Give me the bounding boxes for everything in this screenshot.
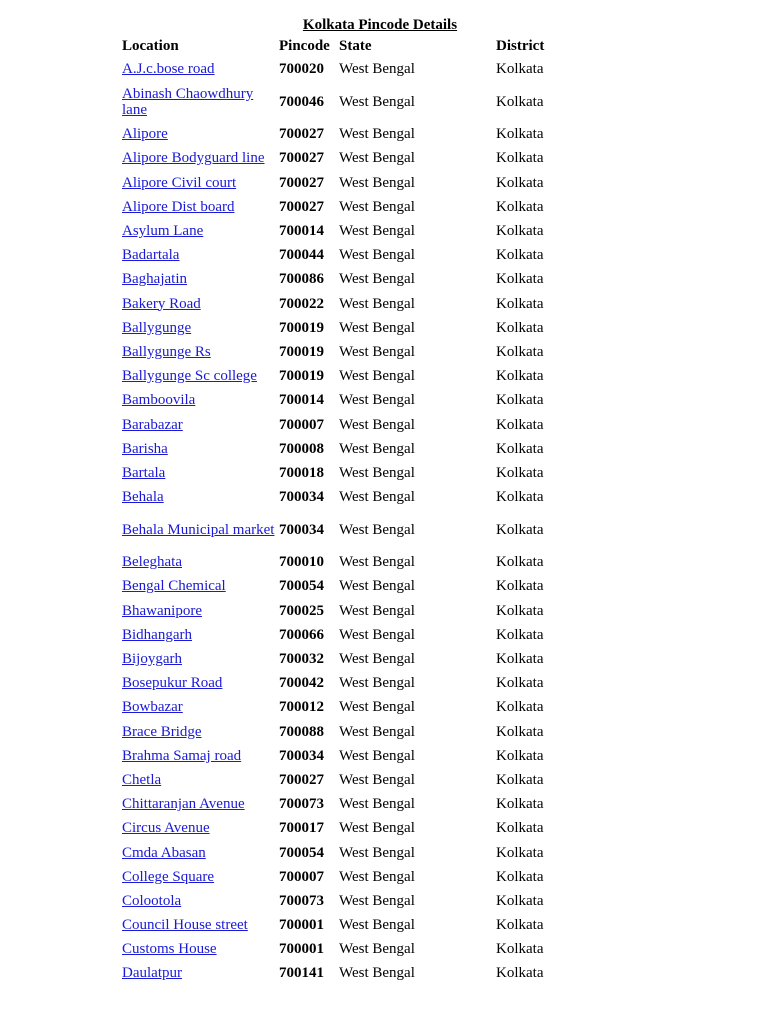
location-cell — [118, 267, 275, 291]
location-link[interactable]: Bengal Chemical — [122, 578, 226, 595]
pincode-cell: 700027 — [279, 198, 324, 215]
district-cell: Kolkata — [496, 578, 544, 595]
pincode-cell: 700034 — [279, 747, 324, 764]
state-cell: West Bengal — [339, 126, 415, 143]
state-cell: West Bengal — [339, 796, 415, 813]
header-location: Location — [122, 37, 179, 54]
pincode-cell: 700014 — [279, 223, 324, 240]
table-row — [118, 412, 582, 436]
pincode-cell: 700014 — [279, 392, 324, 409]
table-row — [118, 485, 582, 509]
pincode-cell: 700034 — [279, 521, 324, 538]
pincode-cell: 700027 — [279, 150, 324, 167]
district-cell: Kolkata — [496, 892, 544, 909]
pincode-cell: 700141 — [279, 965, 324, 982]
location-link[interactable]: Bowbazar — [122, 699, 183, 716]
location-link[interactable]: Alipore Civil court — [122, 174, 237, 191]
state-cell: West Bengal — [339, 271, 415, 288]
location-cell — [118, 816, 275, 840]
pincode-cell: 700073 — [279, 892, 324, 909]
district-cell: Kolkata — [496, 651, 544, 668]
table-row — [118, 574, 582, 598]
location-link[interactable]: Colootola — [122, 892, 182, 909]
state-cell: West Bengal — [339, 223, 415, 240]
location-link[interactable]: Bamboovila — [122, 392, 196, 409]
location-link[interactable]: A.J.c.bose road — [122, 61, 215, 78]
state-cell: West Bengal — [339, 174, 415, 191]
location-link[interactable]: Daulatpur — [122, 965, 182, 982]
state-cell: West Bengal — [339, 554, 415, 571]
table-row — [118, 550, 582, 574]
location-link[interactable]: Chetla — [122, 771, 162, 788]
table-row — [118, 695, 582, 719]
district-cell: Kolkata — [496, 150, 544, 167]
table-row — [118, 461, 582, 485]
pincode-cell: 700018 — [279, 464, 324, 481]
location-link[interactable]: Alipore Dist board — [122, 198, 235, 215]
pincode-cell: 700042 — [279, 675, 324, 692]
state-cell: West Bengal — [339, 941, 415, 958]
pincode-cell: 700046 — [279, 93, 324, 110]
pincode-cell: 700025 — [279, 602, 324, 619]
location-link[interactable]: Bijoygarh — [122, 651, 182, 668]
pincode-cell: 700086 — [279, 271, 324, 288]
location-link[interactable]: Ballygunge Rs — [122, 343, 211, 360]
district-cell: Kolkata — [496, 343, 544, 360]
pincode-cell: 700020 — [279, 61, 324, 78]
district-cell: Kolkata — [496, 626, 544, 643]
table-body — [118, 57, 582, 986]
location-cell — [118, 81, 275, 122]
location-link[interactable]: Brahma Samaj road — [122, 747, 242, 764]
table-row — [118, 509, 582, 550]
table-row — [118, 816, 582, 840]
pincode-cell: 700019 — [279, 343, 324, 360]
pincode-cell: 700019 — [279, 319, 324, 336]
location-cell — [118, 550, 275, 574]
state-cell: West Bengal — [339, 820, 415, 837]
district-cell: Kolkata — [496, 392, 544, 409]
location-link[interactable]: Behala Municipal market — [122, 521, 275, 538]
state-cell: West Bengal — [339, 464, 415, 481]
pincode-cell: 700034 — [279, 489, 324, 506]
location-link[interactable]: Badartala — [122, 247, 180, 264]
location-cell — [118, 219, 275, 243]
district-cell: Kolkata — [496, 223, 544, 240]
location-cell — [118, 485, 275, 509]
state-cell: West Bengal — [339, 392, 415, 409]
district-cell: Kolkata — [496, 416, 544, 433]
pincode-cell: 700044 — [279, 247, 324, 264]
table-row — [118, 219, 582, 243]
pincode-cell: 700073 — [279, 796, 324, 813]
location-cell — [118, 509, 275, 550]
state-cell: West Bengal — [339, 416, 415, 433]
state-cell: West Bengal — [339, 578, 415, 595]
state-cell: West Bengal — [339, 868, 415, 885]
district-cell: Kolkata — [496, 844, 544, 861]
location-cell — [118, 146, 275, 170]
table-row — [118, 146, 582, 170]
page-title: Kolkata Pincode Details — [302, 17, 458, 33]
table-row — [118, 913, 582, 937]
state-cell: West Bengal — [339, 319, 415, 336]
table-row — [118, 316, 582, 340]
state-cell: West Bengal — [339, 521, 415, 538]
table-row — [118, 81, 582, 122]
pincode-cell: 700019 — [279, 368, 324, 385]
state-cell: West Bengal — [339, 699, 415, 716]
pincode-cell: 700054 — [279, 844, 324, 861]
pincode-cell: 700088 — [279, 723, 324, 740]
district-cell: Kolkata — [496, 368, 544, 385]
header-pincode: Pincode — [279, 37, 330, 54]
location-cell — [118, 695, 275, 719]
table-row — [118, 840, 582, 864]
location-cell — [118, 243, 275, 267]
location-cell — [118, 671, 275, 695]
pincode-cell: 700054 — [279, 578, 324, 595]
state-cell: West Bengal — [339, 602, 415, 619]
pincode-table — [118, 34, 582, 986]
location-cell — [118, 623, 275, 647]
location-cell — [118, 647, 275, 671]
state-cell: West Bengal — [339, 771, 415, 788]
district-cell: Kolkata — [496, 489, 544, 506]
state-cell: West Bengal — [339, 295, 415, 312]
table-row — [118, 768, 582, 792]
location-link[interactable]: Customs House — [122, 941, 217, 958]
location-link[interactable]: Alipore Bodyguard line — [122, 150, 265, 167]
district-cell: Kolkata — [496, 464, 544, 481]
district-cell: Kolkata — [496, 247, 544, 264]
pincode-cell: 700022 — [279, 295, 324, 312]
table-row — [118, 340, 582, 364]
pincode-cell: 700066 — [279, 626, 324, 643]
district-cell: Kolkata — [496, 271, 544, 288]
table-row — [118, 720, 582, 744]
location-link[interactable]: Bosepukur Road — [122, 675, 223, 692]
state-cell: West Bengal — [339, 61, 415, 78]
location-link[interactable]: Chittaranjan Avenue — [122, 796, 245, 813]
location-link[interactable]: Alipore — [122, 126, 168, 143]
header-state: State — [339, 37, 372, 54]
state-cell: West Bengal — [339, 198, 415, 215]
table-row — [118, 437, 582, 461]
table-row — [118, 623, 582, 647]
table-row — [118, 292, 582, 316]
state-cell: West Bengal — [339, 892, 415, 909]
district-cell: Kolkata — [496, 295, 544, 312]
location-link[interactable]: Bidhangarh — [122, 626, 192, 643]
table-row — [118, 961, 582, 985]
district-cell: Kolkata — [496, 965, 544, 982]
location-link[interactable]: Bakery Road — [122, 295, 201, 312]
district-cell: Kolkata — [496, 602, 544, 619]
location-cell — [118, 599, 275, 623]
table-row — [118, 865, 582, 889]
state-cell: West Bengal — [339, 150, 415, 167]
table-row — [118, 671, 582, 695]
location-cell — [118, 865, 275, 889]
location-cell — [118, 292, 275, 316]
location-link[interactable]: Beleghata — [122, 554, 182, 571]
pincode-cell: 700017 — [279, 820, 324, 837]
location-link[interactable]: Bartala — [122, 464, 166, 481]
district-cell: Kolkata — [496, 675, 544, 692]
pincode-cell: 700008 — [279, 440, 324, 457]
pincode-cell: 700027 — [279, 174, 324, 191]
pincode-cell: 700001 — [279, 941, 324, 958]
location-cell — [118, 937, 275, 961]
location-cell — [118, 57, 275, 81]
header-district: District — [496, 37, 545, 54]
district-cell: Kolkata — [496, 554, 544, 571]
district-cell: Kolkata — [496, 198, 544, 215]
table-row — [118, 243, 582, 267]
pincode-cell: 700007 — [279, 416, 324, 433]
location-link[interactable]: Behala — [122, 489, 164, 506]
location-cell — [118, 720, 275, 744]
table-row — [118, 744, 582, 768]
state-cell: West Bengal — [339, 965, 415, 982]
district-cell: Kolkata — [496, 747, 544, 764]
state-cell: West Bengal — [339, 723, 415, 740]
location-cell — [118, 768, 275, 792]
district-cell: Kolkata — [496, 126, 544, 143]
district-cell: Kolkata — [496, 868, 544, 885]
district-cell: Kolkata — [496, 771, 544, 788]
state-cell: West Bengal — [339, 343, 415, 360]
district-cell: Kolkata — [496, 796, 544, 813]
table-row — [118, 937, 582, 961]
location-link[interactable]: Baghajatin — [122, 271, 187, 288]
district-cell: Kolkata — [496, 440, 544, 457]
location-cell — [118, 364, 275, 388]
location-cell — [118, 792, 275, 816]
location-cell — [118, 574, 275, 598]
location-cell — [118, 437, 275, 461]
state-cell: West Bengal — [339, 93, 415, 110]
state-cell: West Bengal — [339, 844, 415, 861]
state-cell: West Bengal — [339, 626, 415, 643]
location-cell — [118, 171, 275, 195]
district-cell: Kolkata — [496, 61, 544, 78]
location-link[interactable]: College Square — [122, 868, 215, 885]
pincode-cell: 700001 — [279, 917, 324, 934]
location-cell — [118, 913, 275, 937]
location-link[interactable]: Cmda Abasan — [122, 844, 206, 861]
location-link[interactable]: Abinash Chaowdhury lane — [122, 85, 254, 118]
table-row — [118, 647, 582, 671]
location-link[interactable]: Circus Avenue — [122, 820, 210, 837]
table-row — [118, 171, 582, 195]
location-cell — [118, 122, 275, 146]
table-row — [118, 122, 582, 146]
district-cell: Kolkata — [496, 93, 544, 110]
state-cell: West Bengal — [339, 247, 415, 264]
district-cell: Kolkata — [496, 699, 544, 716]
location-cell — [118, 388, 275, 412]
pincode-cell: 700027 — [279, 126, 324, 143]
location-link[interactable]: Barisha — [122, 440, 168, 457]
pincode-cell: 700007 — [279, 868, 324, 885]
table-row — [118, 57, 582, 81]
table-row — [118, 792, 582, 816]
table-header-row — [118, 34, 582, 57]
location-cell — [118, 461, 275, 485]
pincode-cell: 700012 — [279, 699, 324, 716]
state-cell: West Bengal — [339, 747, 415, 764]
table-row — [118, 267, 582, 291]
location-link[interactable]: Barabazar — [122, 416, 183, 433]
state-cell: West Bengal — [339, 675, 415, 692]
district-cell: Kolkata — [496, 820, 544, 837]
location-cell — [118, 340, 275, 364]
location-link[interactable]: Ballygunge — [122, 319, 192, 336]
state-cell: West Bengal — [339, 368, 415, 385]
location-cell — [118, 889, 275, 913]
state-cell: West Bengal — [339, 489, 415, 506]
state-cell: West Bengal — [339, 651, 415, 668]
location-cell — [118, 316, 275, 340]
table-row — [118, 599, 582, 623]
state-cell: West Bengal — [339, 917, 415, 934]
location-cell — [118, 195, 275, 219]
district-cell: Kolkata — [496, 319, 544, 336]
location-link[interactable]: Asylum Lane — [122, 223, 204, 240]
table-row — [118, 889, 582, 913]
pincode-cell: 700010 — [279, 554, 324, 571]
district-cell: Kolkata — [496, 941, 544, 958]
district-cell: Kolkata — [496, 723, 544, 740]
location-link[interactable]: Ballygunge Sc college — [122, 368, 257, 385]
location-cell — [118, 840, 275, 864]
location-link[interactable]: Council House street — [122, 917, 248, 934]
location-cell — [118, 412, 275, 436]
location-link[interactable]: Brace Bridge — [122, 723, 202, 740]
pincode-cell: 700032 — [279, 651, 324, 668]
pincode-cell: 700027 — [279, 771, 324, 788]
district-cell: Kolkata — [496, 174, 544, 191]
table-row — [118, 388, 582, 412]
district-cell: Kolkata — [496, 917, 544, 934]
location-link[interactable]: Bhawanipore — [122, 602, 202, 619]
table-row — [118, 195, 582, 219]
state-cell: West Bengal — [339, 440, 415, 457]
location-cell — [118, 961, 275, 985]
table-row — [118, 364, 582, 388]
district-cell: Kolkata — [496, 521, 544, 538]
location-cell — [118, 744, 275, 768]
